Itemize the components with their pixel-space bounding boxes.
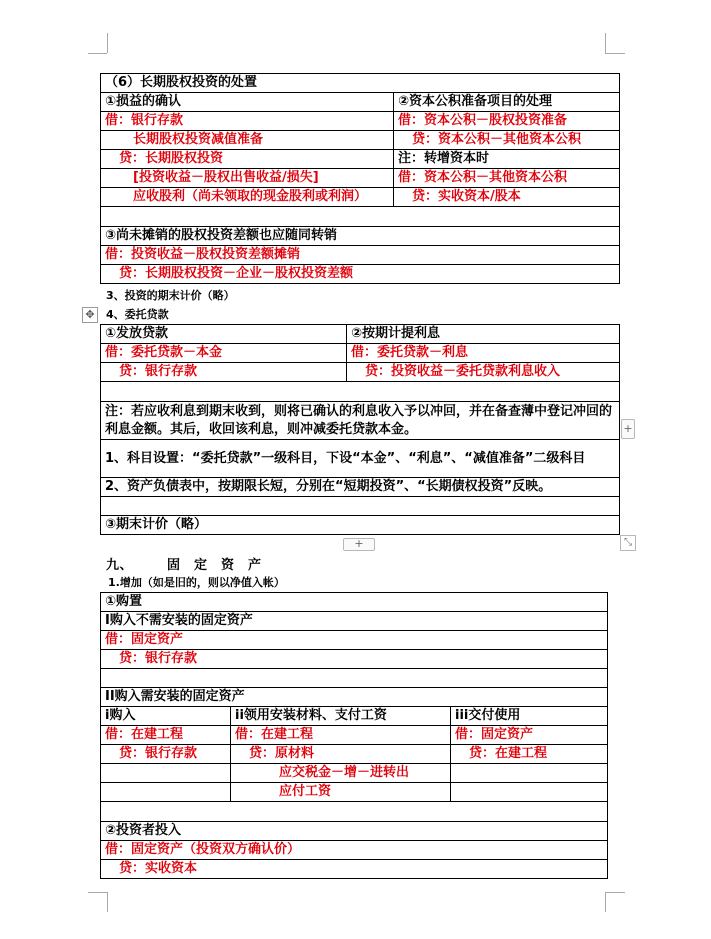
crop-mark-bottom-right	[605, 892, 606, 912]
table2-col1-header[interactable]: ①发放贷款	[101, 325, 347, 344]
table2-debit-left[interactable]: 借：委托贷款－本金	[101, 344, 347, 363]
table2-col2-header[interactable]: ②按期计提利息	[347, 325, 620, 344]
table3-type1-credit[interactable]: 贷：银行存款	[101, 650, 608, 669]
table1-section3-credit[interactable]: 贷：长期股权投资－企业－股权投资差额	[101, 265, 620, 284]
table2-credit-left[interactable]: 贷：银行存款	[101, 363, 347, 382]
table1-empty-row[interactable]	[101, 207, 620, 227]
table1-cell[interactable]: 贷：长期股权投资	[101, 150, 394, 169]
crop-mark-bottom-left	[107, 892, 108, 912]
crop-mark-top-left	[88, 53, 107, 54]
table3-purchase[interactable]: ①购置	[101, 593, 608, 612]
table1-cell[interactable]: 注：转增资本时	[394, 150, 620, 169]
table1-col2-header[interactable]: ②资本公积准备项目的处理	[394, 93, 620, 112]
table1-section3-debit[interactable]: 借：投资收益－股权投资差额摊销	[101, 246, 620, 265]
table1-cell[interactable]: 贷：资本公积－其他资本公积	[394, 131, 620, 150]
table3-investor-debit[interactable]: 借：固定资产（投资双方确认价）	[101, 841, 608, 860]
crop-mark-top-right	[605, 33, 606, 53]
table3-col2-header[interactable]: ii领用安装材料、支付工资	[231, 707, 451, 726]
table3-investor-credit[interactable]: 贷：实收资本	[101, 860, 608, 879]
table3-type1-debit[interactable]: 借：固定资产	[101, 631, 608, 650]
table2-empty-row[interactable]	[101, 382, 620, 402]
equity-disposal-table	[100, 73, 620, 284]
table1-section3-title[interactable]: ③尚未摊销的股权投资差额也应随同转销	[101, 227, 620, 246]
table-resize-icon[interactable]: ⤡	[620, 535, 636, 551]
table3-empty-cell[interactable]	[101, 764, 231, 783]
heading-9: 九、 固 定 资 产	[106, 558, 262, 573]
table3-type2[interactable]: II购入需安装的固定资产	[101, 688, 608, 707]
add-column-icon[interactable]: +	[621, 419, 635, 439]
table3-c2-credit3[interactable]: 应付工资	[231, 783, 451, 802]
table3-type1[interactable]: I购入不需安装的固定资产	[101, 612, 608, 631]
table3-c2-credit1[interactable]: 贷：原材料	[231, 745, 451, 764]
table1-cell[interactable]: [投资收益－股权出售收益/损失]	[101, 169, 394, 188]
table3-c3-credit[interactable]: 贷：在建工程	[451, 745, 608, 764]
table3-col1-header[interactable]: i购入	[101, 707, 231, 726]
table2-item2[interactable]: 2、资产负债表中，按期限长短，分别在“短期投资”、“长期债权投资”反映。	[101, 478, 620, 497]
table2-item3[interactable]: ③期末计价（略）	[101, 516, 620, 535]
table2-credit-right[interactable]: 贷：投资收益－委托贷款利息收入	[347, 363, 620, 382]
table3-empty-row[interactable]	[101, 802, 608, 822]
table3-empty-cell[interactable]	[101, 783, 231, 802]
table3-c2-debit[interactable]: 借：在建工程	[231, 726, 451, 745]
table1-cell[interactable]: 借：银行存款	[101, 112, 394, 131]
heading-9-1: 1.增加（如是旧的，则以净值入帐）	[108, 576, 285, 589]
table3-col3-header[interactable]: iii交付使用	[451, 707, 608, 726]
table3-empty-row[interactable]	[101, 669, 608, 688]
heading-4: 4、委托贷款	[106, 308, 169, 321]
table3-c3-debit[interactable]: 借：固定资产	[451, 726, 608, 745]
table3-c1-credit[interactable]: 贷：银行存款	[101, 745, 231, 764]
table2-item1[interactable]: 1、科目设置：“委托贷款”一级科目，下设“本金”、“利息”、“减值准备”二级科目	[101, 440, 620, 478]
table1-cell[interactable]: 长期股权投资减值准备	[101, 131, 394, 150]
table3-c2-credit2[interactable]: 应交税金－增－进转出	[231, 764, 451, 783]
heading-3: 3、投资的期末计价（略）	[106, 289, 235, 302]
table3-empty-cell[interactable]	[451, 783, 608, 802]
table1-title[interactable]: （6）长期股权投资的处置	[101, 74, 620, 93]
table-move-icon[interactable]: ✥	[82, 307, 98, 323]
table1-cell[interactable]: 贷：实收资本/股本	[394, 188, 620, 207]
table1-cell[interactable]: 借：资本公积－股权投资准备	[394, 112, 620, 131]
add-row-icon[interactable]: +	[343, 538, 375, 551]
table2-note[interactable]: 注：若应收利息到期末收到，则将已确认的利息收入予以冲回，并在备查薄中登记冲回的利息金额。其后，收回该利息，则冲减委托贷款本金。	[101, 402, 620, 440]
crop-mark-top-left	[107, 33, 108, 53]
table1-cell[interactable]: 借：资本公积－其他资本公积	[394, 169, 620, 188]
table3-empty-cell[interactable]	[451, 764, 608, 783]
crop-mark-bottom-left	[88, 892, 107, 893]
table3-investor[interactable]: ②投资者投入	[101, 822, 608, 841]
table1-col1-header[interactable]: ①损益的确认	[101, 93, 394, 112]
table2-empty-row[interactable]	[101, 497, 620, 516]
entrusted-loan-table	[100, 324, 620, 535]
table2-debit-right[interactable]: 借：委托贷款－利息	[347, 344, 620, 363]
table3-c1-debit[interactable]: 借：在建工程	[101, 726, 231, 745]
crop-mark-bottom-right	[605, 892, 625, 893]
fixed-assets-table	[100, 592, 608, 879]
crop-mark-top-right	[605, 53, 625, 54]
table1-cell[interactable]: 应收股利（尚未领取的现金股利或利润）	[101, 188, 394, 207]
